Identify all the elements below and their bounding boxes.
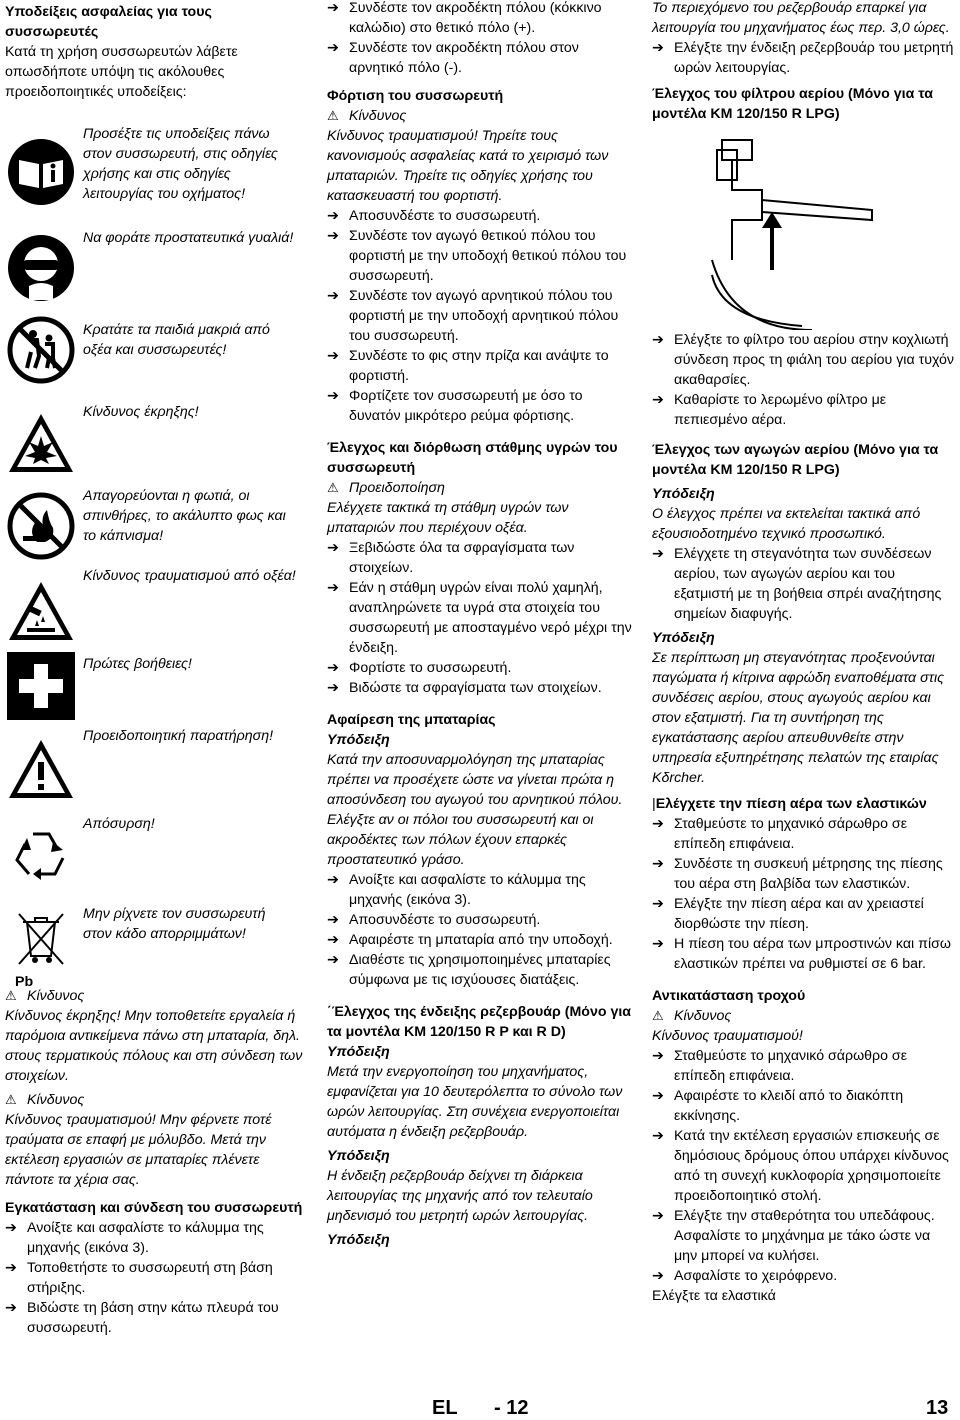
symbol-text: Απαγορεύονται η φωτιά, οι σπινθήρες, το ακάλυπτο φως και το κάπνισμα! — [83, 488, 286, 544]
arrow-icon: ➔ — [652, 896, 664, 912]
list-item: ➔ Ανοίξτε και ασφαλίστε το κάλυμμα της μηχανής (εικόνα 3). — [5, 1220, 264, 1256]
arrow-icon: ➔ — [327, 932, 339, 948]
arrow-icon: ➔ — [327, 208, 339, 224]
symbol-row-goggles — [5, 228, 305, 312]
warning-label: ⚠ Προειδοποίηση — [327, 480, 445, 496]
heading-wheel: Αντικατάσταση τροχού — [652, 988, 806, 1004]
symbol-text: Να φοράτε προστατευτικά γυαλιά! — [83, 230, 294, 246]
list-item: ➔ Ελέγξτε την ένδειξη ρεζερβουάρ του μετρητή ωρών λειτουργίας. — [652, 40, 954, 76]
arrow-icon: ➔ — [652, 1268, 664, 1284]
list-item: ➔ Αφαιρέστε τη μπαταρία από την υποδοχή. — [327, 932, 613, 948]
heading-charge: Φόρτιση του συσσωρευτή — [327, 88, 504, 104]
no-fire-icon — [7, 492, 75, 560]
list-item: ➔ Ξεβιδώστε όλα τα σφραγίσματα των στοιχείων. — [327, 540, 575, 576]
list-item: ➔ Σταθμεύστε το μηχανικό σάρωθρο σε επίπεδη επιφάνεια. — [652, 1048, 908, 1084]
symbol-row-explosion — [5, 402, 305, 486]
section-title-battery-safety: Υποδείξεις ασφαλείας για τους συσσωρευτές — [5, 4, 212, 40]
symbol-text: Απόσυρση! — [83, 816, 155, 832]
arrow-icon: ➔ — [327, 40, 339, 56]
list-item: ➔ Βιδώστε τη βάση στην κάτω πλευρά του συσσωρευτή. — [5, 1300, 279, 1336]
acid-hazard-icon — [7, 578, 75, 646]
heading-gas-hoses: Έλεγχος των αγωγών αερίου (Μόνο για τα μοντέλα KM 120/150 R LPG) — [652, 442, 939, 478]
first-aid-icon — [7, 652, 75, 720]
symbol-row-acid — [5, 566, 305, 654]
danger-text: Κίνδυνος τραυματισμού! — [652, 1028, 803, 1044]
footer-page-number: - 12 — [494, 1397, 529, 1419]
arrow-icon: ➔ — [652, 392, 664, 408]
arrow-icon: ➔ — [652, 1208, 664, 1224]
note-text: Ο έλεγχος πρέπει να εκτελείται τακτικά από εξουσιοδοτημένο τεχνικό προσωπικό. — [652, 506, 921, 542]
danger-text-2: Κίνδυνος τραυματισμού! Μην φέρνετε ποτέ τραύματα σε επαφή με μόλυβδο. Μετά την εκτέλεση εργασιών σε μπαταρίες πλένετε πάντοτε τα χέρια σας. — [5, 1112, 272, 1188]
arrow-icon: ➔ — [327, 228, 339, 244]
symbol-row-recycle — [5, 816, 305, 912]
list-item: ➔ Βιδώστε τα σφραγίσματα των στοιχείων. — [327, 680, 602, 696]
list-item: ➔ Ελέγξτε το φίλτρο του αερίου στην κοχλιωτή σύνδεση προς τη φιάλη του αερίου για τυχόν ακαθαρσίες. — [652, 332, 955, 388]
note-label: Υπόδειξη — [327, 732, 390, 748]
danger-label: ⚠ Κίνδυνος — [652, 1008, 732, 1024]
heading-tyre-pressure: |Ελέγχετε την πίεση αέρα των ελαστικών — [652, 796, 927, 812]
list-item: ➔ Η πίεση του αέρα των μπροστινών και πίσω ελαστικών πρέπει να ρυθμιστεί σε 6 bar. — [652, 936, 951, 972]
list-item: ➔ Ασφαλίστε το χειρόφρενο. — [652, 1268, 838, 1284]
note-label: Υπόδειξη — [327, 1232, 390, 1248]
symbol-text: Κίνδυνος έκρηξης! — [83, 404, 199, 420]
symbol-text: Πρώτες βοήθειες! — [83, 656, 192, 672]
arrow-icon: ➔ — [652, 40, 664, 56]
list-item: ➔ Τοποθετήστε το συσσωρευτή στη βάση στήριξης. — [5, 1260, 273, 1296]
warning-icon: ⚠ — [327, 480, 339, 495]
list-item: ➔ Συνδέστε τη συσκευή μέτρησης της πίεσης του αέρα στη βαλβίδα των ελαστικών. — [652, 856, 943, 892]
arrow-icon: ➔ — [652, 936, 664, 952]
symbol-text: Κρατάτε τα παιδιά μακριά από οξέα και συσσωρευτές! — [83, 322, 270, 358]
list-item: ➔ Ελέγχετε τη στεγανότητα των συνδέσεων αερίου, των αγωγών αερίου και του εξατμιστή με τη βοήθεια σπρέι αναζήτησης σημείων διαφυγής. — [652, 546, 942, 622]
goggles-icon — [7, 234, 75, 302]
list-item: ➔ Συνδέστε το φις στην πρίζα και ανάψτε το φορτιστή. — [327, 348, 609, 384]
heading-gas-filter: Έλεγχος του φίλτρου αερίου (Μόνο για τα μοντέλα KM 120/150 R LPG) — [652, 86, 933, 122]
list-item: ➔ Σταθμεύστε το μηχανικό σάρωθρο σε επίπεδη επιφάνεια. — [652, 816, 908, 852]
symbol-text: Προσέξτε τις υποδείξεις πάνω στον συσσωρευτή, στις οδηγίες χρήσης και στις οδηγίες λειτουργίας του οχήματος! — [83, 126, 278, 202]
gas-filter-figure — [652, 130, 954, 330]
footer-language: EL — [432, 1397, 458, 1419]
bin-label: Pb — [15, 974, 34, 990]
note-text: Η ένδειξη ρεζερβουάρ δείχνει τη διάρκεια λειτουργίας της μηχανής από τον τελευταίο μηδενισμό του μετρητή ωρών λειτουργίας. — [327, 1168, 593, 1224]
arrow-icon: ➔ — [652, 1128, 664, 1144]
danger-text: Κίνδυνος τραυματισμού! Τηρείτε τους κανονισμούς ασφαλείας κατά το χειρισμό των μπαταριών. Τηρείτε τις οδηγίες χρήσης του κατασκευαστή του φορτιστή. — [327, 128, 609, 204]
arrow-icon: ➔ — [5, 1260, 17, 1276]
arrow-icon: ➔ — [327, 912, 339, 928]
note-text: Σε περίπτωση μη στεγανότητας προξενούνται παγώματα ή κίτρινα αφρώδη εναποθέματα στις συνδέσεις αερίου, στους αγωγούς αερίου και στον εξατμιστή. Για τη συντήρηση της εγκατάστασης αερίου απευθυνθείτε στην υπηρεσία εξυπηρέτησης πελατών της εταιρίας Kδrcher. — [652, 650, 944, 786]
arrow-icon: ➔ — [327, 680, 339, 696]
list-item: ➔ Καθαρίστε το λερωμένο φίλτρο με πεπιεσμένο αέρα. — [652, 392, 887, 428]
arrow-icon: ➔ — [652, 546, 664, 562]
arrow-icon: ➔ — [327, 952, 339, 968]
heading-reservoir: ΄Έλεγχος της ένδειξης ρεζερβουάρ (Μόνο για τα μοντέλα KM 120/150 R P και R D) — [327, 1004, 632, 1040]
symbol-row-no-fire — [5, 486, 305, 566]
list-item: ➔ Εάν η στάθμη υγρών είναι πολύ χαμηλή, αναπληρώνετε τα υγρά στα στοιχεία του συσσωρευτή με αποσταγμένο νερό μέχρι την ένδειξη. — [327, 580, 632, 656]
warning-icon — [7, 736, 75, 804]
column-2 — [327, 0, 633, 1250]
arrow-icon: ➔ — [652, 1088, 664, 1104]
symbol-text: Μην ρίχνετε τον συσσωρευτή στον κάδο απορριμμάτων! — [83, 906, 266, 942]
warning-icon: ⚠ — [652, 1008, 664, 1023]
arrow-icon: ➔ — [327, 288, 339, 304]
danger-text-1: Κίνδυνος έκρηξης! Μην τοποθετείτε εργαλεία ή παρόμοια αντικείμενα πάνω στη μπαταρία, δηλ. στους τερματικούς πόλους και στη σύνδεση των στοιχείων. — [5, 1008, 303, 1084]
symbol-row-manual — [5, 124, 305, 228]
list-item: ➔ Φορτίστε το συσσωρευτή. — [327, 660, 512, 676]
arrow-icon: ➔ — [652, 332, 664, 348]
recycling-icon — [7, 822, 75, 890]
warning-icon: ⚠ — [327, 108, 339, 123]
heading-install: Εγκατάσταση και σύνδεση του συσσωρευτή — [5, 1200, 303, 1216]
heading-fluid: Έλεγχος και διόρθωση στάθμης υγρών του συσσωρευτή — [327, 440, 618, 476]
list-item: ➔ Κατά την εκτέλεση εργασιών επισκευής σε δημόσιους δρόμους όπου υπάρχει κίνδυνος από τη συνεχή κυκλοφορία χρησιμοποιείτε προειδοποιητικό στολή. — [652, 1128, 949, 1204]
heading-remove: Αφαίρεση της μπαταρίας — [327, 712, 496, 728]
list-item: ➔ Διαθέστε τις χρησιμοποιημένες μπαταρίες σύμφωνα με τις ισχύουσες διατάξεις. — [327, 952, 611, 988]
list-item: ➔ Ελέγξτε την πίεση αέρα και αν χρειαστεί διορθώστε την πίεση. — [652, 896, 924, 932]
list-item: ➔ Αφαιρέστε το κλειδί από το διακόπτη εκκίνησης. — [652, 1088, 904, 1124]
list-item: ➔ Ελέγξτε την σταθερότητα του υπεδάφους. Ασφαλίστε το μηχάνημα με τάκο ώστε να μην μπορεί να κυλήσει. — [652, 1208, 935, 1264]
arrow-icon: ➔ — [652, 816, 664, 832]
column-3 — [652, 0, 954, 1306]
list-item: ➔ Συνδέστε τον ακροδέκτη πόλου (κόκκινο καλώδιο) στο θετικό πόλο (+). — [327, 0, 602, 36]
list-item: ➔ Φορτίζετε τον συσσωρευτή με όσο το δυνατόν μικρότερο ρεύμα φόρτισης. — [327, 388, 583, 424]
arrow-icon: ➔ — [652, 856, 664, 872]
bottom-text: Ελέγξτε τα ελαστικά — [652, 1288, 776, 1304]
symbol-row-children — [5, 312, 305, 402]
footer-page-number-right: 13 — [926, 1397, 949, 1419]
arrow-icon: ➔ — [5, 1220, 17, 1236]
note-text: Μετά την ενεργοποίηση του μηχανήματος, εμφανίζεται για 10 δευτερόλεπτα το σύνολο των ωρών λειτουργίας. Στη συνέχεια ενεργοποιείται αυτόματα η ένδειξη ρεζερβουάρ. — [327, 1064, 623, 1140]
list-item: ➔ Συνδέστε τον αγωγό αρνητικού πόλου του φορτιστή με την υποδοχή αρνητικού πόλου του συσσωρευτή. — [327, 288, 619, 344]
keep-children-away-icon — [7, 316, 75, 384]
note-label: Υπόδειξη — [327, 1044, 390, 1060]
intro-text: Κατά τη χρήση συσσωρευτών λάβετε οπωσδήποτε υπόψη τις ακόλουθες προειδοποιητικές υποδείξεις: — [5, 44, 238, 100]
explosion-hazard-icon — [7, 410, 75, 478]
note-label: Υπόδειξη — [652, 630, 715, 646]
column-1 — [5, 0, 305, 1338]
danger-label: ⚠ Κίνδυνος — [327, 108, 407, 124]
arrow-icon: ➔ — [327, 580, 339, 596]
warning-text: Ελέγχετε τακτικά τη στάθμη υγρών των μπαταριών που περιέχουν οξέα. — [327, 500, 569, 536]
list-item: ➔ Συνδέστε τον αγωγό θετικού πόλου του φορτιστή με την υποδοχή θετικού πόλου του συσσωρευτή. — [327, 228, 627, 284]
reservoir-text: Το περιεχόμενο του ρεζερβουάρ επαρκεί για λειτουργία του μηχανήματος έως περ. 3,0 ώρες. — [652, 0, 950, 36]
list-item: ➔ Συνδέστε τον ακροδέκτη πόλου στον αρνητικό πόλο (-). — [327, 40, 579, 76]
list-item: ➔ Ανοίξτε και ασφαλίστε το κάλυμμα της μηχανής (εικόνα 3). — [327, 872, 586, 908]
arrow-icon: ➔ — [652, 1048, 664, 1064]
manual-icon — [7, 138, 75, 206]
warning-icon: ⚠ — [5, 988, 17, 1003]
arrow-icon: ➔ — [327, 540, 339, 556]
symbol-text: Κίνδυνος τραυματισμού από οξέα! — [83, 568, 296, 584]
note-label: Υπόδειξη — [327, 1148, 390, 1164]
list-item: ➔ Αποσυνδέστε το συσσωρευτή. — [327, 208, 541, 224]
arrow-icon: ➔ — [327, 348, 339, 364]
list-item: ➔ Αποσυνδέστε το συσσωρευτή. — [327, 912, 541, 928]
arrow-icon: ➔ — [327, 872, 339, 888]
warning-icon: ⚠ — [5, 1092, 17, 1107]
symbol-row-first-aid — [5, 654, 305, 734]
note-text: Κατά την αποσυναρμολόγηση της μπαταρίας πρέπει να προσέχετε ώστε να γίνεται πρώτα η αποσύνδεση του αγωγού του αρνητικού πόλου. Ελέγξτε αν οι πόλοι του συσσωρευτή και οι ακροδέκτες των πόλων έχουν επαρκές προστατευτικό γράσο. — [327, 752, 623, 868]
arrow-icon: ➔ — [5, 1300, 17, 1316]
symbol-row-bin — [5, 906, 305, 1004]
danger-label-1: ⚠ Κίνδυνος — [5, 988, 85, 1004]
arrow-icon: ➔ — [327, 0, 339, 16]
crossed-bin-icon — [7, 908, 75, 992]
arrow-icon: ➔ — [327, 660, 339, 676]
arrow-icon: ➔ — [327, 388, 339, 404]
note-label: Υπόδειξη — [652, 486, 715, 502]
gas-filter-illustration — [652, 130, 952, 330]
danger-label-2: ⚠ Κίνδυνος — [5, 1092, 85, 1108]
symbol-text: Προειδοποιητική παρατήρηση! — [83, 728, 274, 744]
